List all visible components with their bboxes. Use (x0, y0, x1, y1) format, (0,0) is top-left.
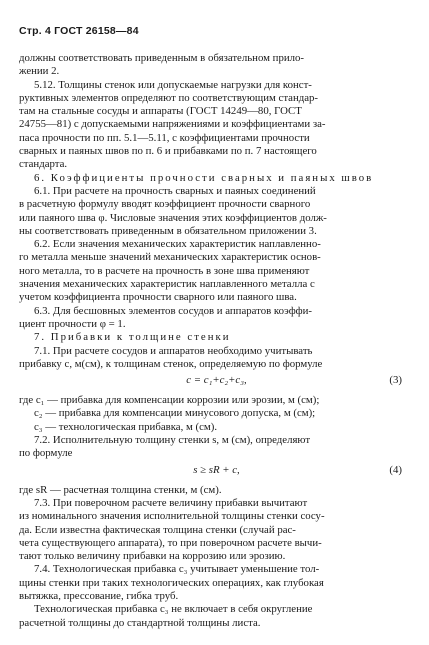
text-line: ны соответствовать приведенным в обязательном приложении 3. (19, 224, 317, 237)
text-line: сварных и паяных швов по п. 6 и прибавками по п. 7 настоящего (19, 145, 317, 158)
text-line: прибавку c, м(см), к толщинам стенок, определяемую по формуле (19, 357, 323, 370)
text-line: должны соответствовать приведенным в обязательном прило- (19, 52, 305, 64)
text-line: 7.1. При расчете сосудов и аппаратов необходимо учитывать (34, 344, 313, 357)
text-block-c (19, 484, 414, 630)
text-line: щины стенки при таких технологических операциях, как глубокая (19, 576, 324, 589)
text-line: го металла меньше значений механических характеристик основ- (19, 251, 321, 264)
formula-4 (19, 464, 414, 481)
text-line: Технологическая прибавка c₃ не включает в себя округление (34, 603, 313, 616)
text-line: значения механических характеристик наплавленного металла с (19, 278, 315, 291)
text-line: где c₁ — прибавка для компенсации коррозии или эрозии, м (см); (19, 394, 320, 407)
text-line: жении 2. (19, 65, 60, 78)
formula-number: (4) (389, 463, 402, 476)
text-line: 6. Коэффициенты прочности сварных и паяных швов (34, 171, 374, 184)
text-line: чета существующего аппарата), то при поверочном расчете вычи- (19, 536, 322, 549)
text-line: там на стальные сосуды и аппараты (ГОСТ 14249—80, ГОСТ (19, 105, 302, 118)
formula-expression: s ≥ sR + c, (193, 463, 240, 476)
text-line: 6.1. При расчете на прочность сварных и паяных соединений (34, 184, 316, 197)
text-line: 7.2. Исполнительную толщину стенки s, м (см), определяют (34, 434, 311, 447)
text-line: паса прочности по пп. 5.1—5.11, с коэффициентами прочности (19, 131, 310, 144)
text-line: да. Если известна фактическая толщина стенки (случай рас- (19, 523, 296, 536)
formula-number: (3) (389, 374, 402, 387)
text-line: по формуле (19, 447, 73, 460)
text-line: 5.12. Толщины стенок или допускаемые нагрузки для конст- (34, 78, 312, 91)
text-line: 7. Прибавки к толщине стенки (34, 331, 231, 344)
text-line: в расчетную формулу вводят коэффициент прочности сварного (19, 198, 311, 211)
text-line: 7.4. Технологическая прибавка c₃ учитывает уменьшение тол- (34, 563, 320, 576)
text-line: c₃ — технологическая прибавка, м (см). (34, 420, 218, 433)
text-line: стандарта. (19, 158, 68, 171)
text-line: ного металла, то в расчете на прочность в зоне шва применяют (19, 264, 310, 277)
text-line: 6.2. Если значения механических характеристик наплавленно- (34, 238, 321, 251)
text-line: 7.3. При поверочном расчете величину прибавки вычитают (34, 496, 308, 509)
text-line: руктивных элементов определяют по соответствующим стандар- (19, 91, 319, 104)
page-header: Стр. 4 ГОСТ 26158—84 (19, 25, 139, 37)
text-line: где sR — расчетная толщина стенки, м (см). (19, 483, 222, 496)
text-line: 6.3. Для бесшовных элементов сосудов и аппаратов коэффи- (34, 304, 313, 317)
text-line: циент прочности φ = 1. (19, 317, 126, 330)
text-line: тают только величину прибавки на коррозию или эрозию. (19, 550, 286, 563)
text-line: учетом коэффициента прочности сварного или паяного шва. (19, 291, 297, 304)
text-line: из номинального значения исполнительной толщины стенки сосу- (19, 510, 325, 523)
formula-expression: c = c₁+c₂+c₃, (186, 374, 247, 387)
text-block-b (19, 394, 414, 460)
document-body (19, 52, 414, 630)
text-line: 24755—81) с допускаемыми напряжениями и коэффициентами за- (19, 118, 326, 131)
text-line: расчетной толщины до стандартной толщины листа. (19, 616, 261, 629)
text-line: или паяного шва φ. Числовые значения этих коэффициентов долж- (19, 211, 327, 224)
text-line: вытяжка, прессование, гибка труб. (19, 589, 179, 602)
text-line: c₂ — прибавка для компенсации минусового допуска, м (см); (34, 407, 316, 420)
text-block-a (19, 52, 414, 371)
formula-3 (19, 374, 414, 391)
